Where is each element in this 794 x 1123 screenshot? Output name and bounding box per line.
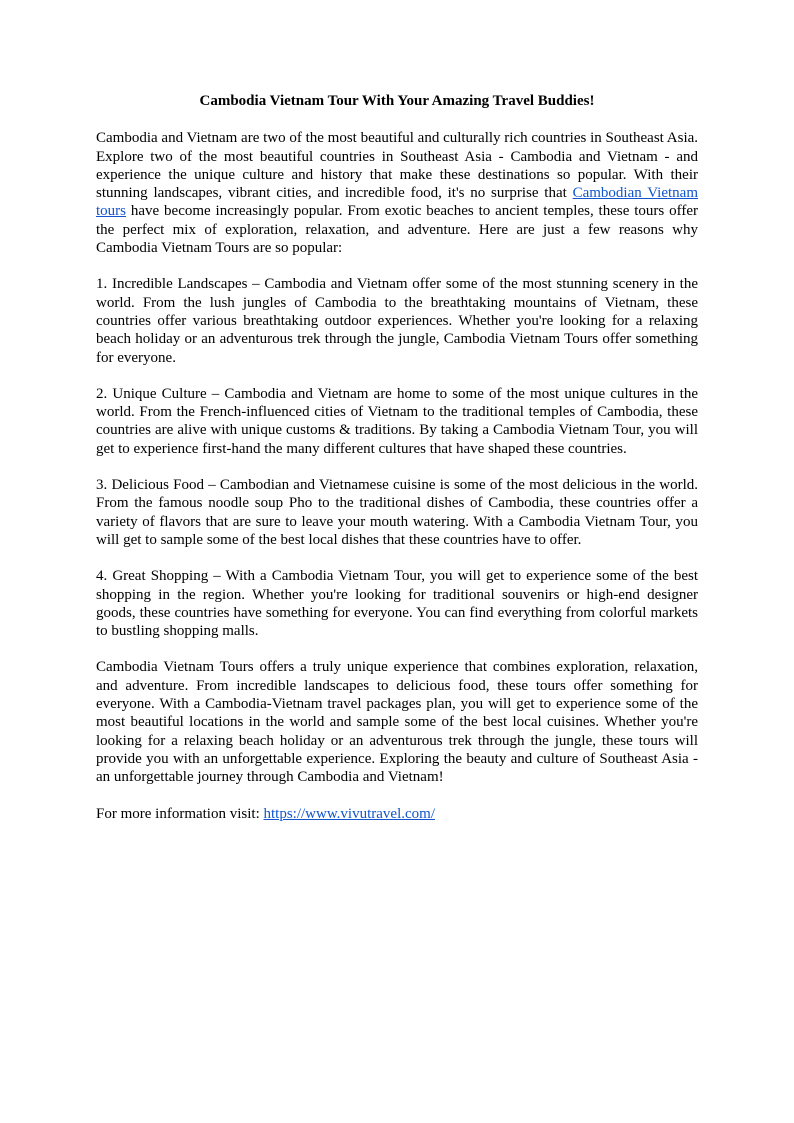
document-page <box>96 92 698 841</box>
document-title: Cambodia Vietnam Tour With Your Amazing Travel Buddies! <box>199 93 595 109</box>
vivutravel-url-link[interactable]: https://www.vivutravel.com/ <box>263 805 435 822</box>
intro-text-before-link: Cambodia and Vietnam are two of the most beautiful and culturally rich countries in Southeast Asia. Explore two of the most beautiful countries in Southeast Asia - Cambodia and Vietnam - and experience the unique culture and history that make these destinations so popular. With their stunning landscapes, vibrant cities, and incredible food, it's no surprise that <box>96 130 699 202</box>
footer-label: For more information visit: <box>96 805 264 822</box>
point-culture: 2. Unique Culture – Cambodia and Vietnam are home to some of the most unique cultures in the world. From the French-influenced cities of Vietnam to the traditional temples of Cambodia, these countries are alive with unique customs & traditions. By taking a Cambodia Vietnam Tour, you will get to experience first-hand the many different cultures that have shaped these countries. <box>96 385 698 457</box>
intro-paragraph <box>96 129 698 257</box>
conclusion-paragraph: Cambodia Vietnam Tours offers a truly unique experience that combines exploration, relaxation, and adventure. From incredible landscapes to delicious food, these tours offer something for everyone. With a Cambodia-Vietnam travel packages plan, you will get to experience some of the most beautiful locations in the world and sample some of the best local cuisines. Whether you're looking for a relaxing beach holiday or an adventurous trek through the jungle, these tours will provide you with an unforgettable experience. Exploring the beauty and culture of Southeast Asia - an unforgettable journey through Cambodia and Vietnam! <box>96 659 698 786</box>
cambodian-vietnam-tours-link[interactable]: Cambodian Vietnam tours <box>96 185 698 220</box>
point-landscapes: 1. Incredible Landscapes – Cambodia and Vietnam offer some of the most stunning scenery in the world. From the lush jungles of Cambodia to the breathtaking mountains of Vietnam, these countries offer various breathtaking outdoor experiences. Whether you're looking for a relaxing beach holiday or an adventurous trek through the jungle, Cambodia Vietnam Tours offer something for everyone. <box>96 276 698 366</box>
intro-text-after-link: have become increasingly popular. From exotic beaches to ancient temples, these tours offer the perfect mix of exploration, relaxation, and adventure. Here are just a few reasons why Cambodia Vietnam Tours are so popular: <box>96 203 698 257</box>
point-food: 3. Delicious Food – Cambodian and Vietnamese cuisine is some of the most delicious in the world. From the famous noodle soup Pho to the traditional dishes of Cambodia, these countries offer a variety of flavors that are sure to leave your mouth watering. With a Cambodia Vietnam Tour, you will get to sample some of the best local dishes that these countries have to offer. <box>96 477 698 548</box>
point-shopping: 4. Great Shopping – With a Cambodia Vietnam Tour, you will get to experience some of the best shopping in the region. Whether you're looking for traditional souvenirs or high-end designer goods, these countries have something for everyone. You can find everything from colorful markets to bustling shopping malls. <box>96 568 698 640</box>
footer-line <box>96 805 698 823</box>
